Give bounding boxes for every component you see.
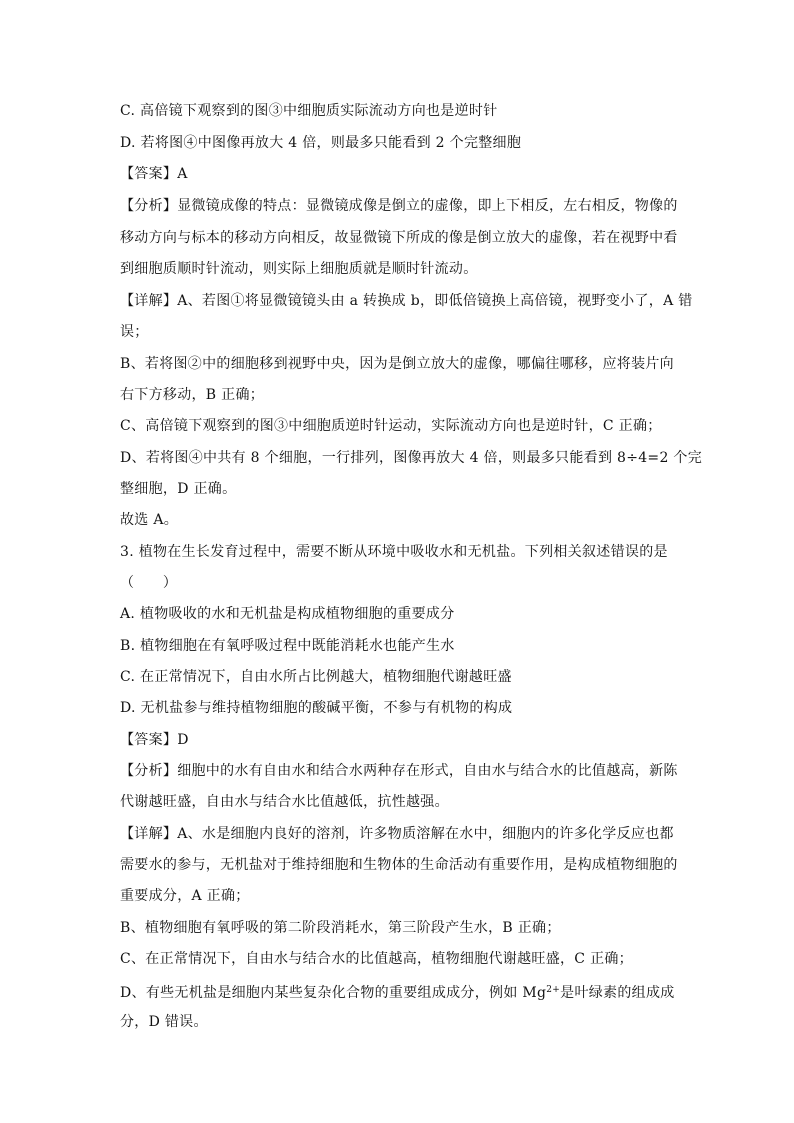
q3-detail-d-end: 分，D 错误。 <box>120 1014 208 1030</box>
q3-blank: （ ） <box>120 575 178 591</box>
q3-analysis-line: 代谢越旺盛，自由水与结合水比值越低，抗性越强。 <box>120 794 449 810</box>
q3-detail-line: 【详解】A、水是细胞内良好的溶剂，许多物质溶解在水中，细胞内的许多化学反应也都 <box>120 826 674 842</box>
q3-detail-line: 重要成分，A 正确； <box>120 888 250 904</box>
q3-detail-d-text-tail: 是叶绿素的组成成 <box>560 985 675 1001</box>
q2-detail-line: 整细胞，D 正确。 <box>120 481 237 497</box>
q2-analysis-line: 到细胞质顺时针流动，则实际上细胞质就是顺时针流动。 <box>120 261 478 277</box>
q2-answer: 【答案】A <box>120 166 188 182</box>
q3-detail-d-line <box>120 980 675 1003</box>
q3-option-c: C. 在正常情况下，自由水所占比例越大，植物细胞代谢越旺盛 <box>120 669 512 685</box>
q3-detail-d-text: D、有些无机盐是细胞内某些复杂化合物的重要组成成分，例如 Mg <box>120 985 547 1001</box>
q3-option-b: B. 植物细胞在有氧呼吸过程中既能消耗水也能产生水 <box>120 638 455 654</box>
q2-analysis-line: 移动方向与标本的移动方向相反，故显微镜下所成的像是倒立放大的虚像，若在视野中看 <box>120 230 678 246</box>
q3-answer: 【答案】D <box>120 732 189 748</box>
q2-detail-line: 【详解】A、若图①将显微镜镜头由 a 转换成 b，即低倍镜换上高倍镜，视野变小了，A 错 <box>120 293 693 309</box>
q3-option-d: D. 无机盐参与维持植物细胞的酸碱平衡，不参与有机物的构成 <box>120 700 513 716</box>
q2-analysis-line: 【分析】显微镜成像的特点：显微镜成像是倒立的虚像，即上下相反，左右相反，物像的 <box>120 198 678 214</box>
q3-analysis-line: 【分析】细胞中的水有自由水和结合水两种存在形式，自由水与结合水的比值越高，新陈 <box>120 763 678 779</box>
q2-detail-line: B、若将图②中的细胞移到视野中央，因为是倒立放大的虚像，哪偏往哪移，应将装片向 <box>120 356 674 372</box>
q3-option-a: A. 植物吸收的水和无机盐是构成植物细胞的重要成分 <box>120 606 455 622</box>
q3-detail-line: 需要水的参与，无机盐对于维持细胞和生物体的生命活动有重要作用，是构成植物细胞的 <box>120 857 678 873</box>
q3-ion-charge: 2+ <box>546 985 561 995</box>
q3-stem: 3. 植物在生长发育过程中，需要不断从环境中吸收水和无机盐。下列相关叙述错误的是 <box>120 544 668 560</box>
q2-detail-line: 右下方移动，B 正确； <box>120 387 265 403</box>
q2-conclusion: 故选 A。 <box>120 512 179 528</box>
q2-option-c: C. 高倍镜下观察到的图③中细胞质实际流动方向也是逆时针 <box>120 103 498 119</box>
q2-detail-line: 误； <box>120 324 149 340</box>
q3-detail-line: C、在正常情况下，自由水与结合水的比值越高，植物细胞代谢越旺盛，C 正确； <box>120 951 633 967</box>
q2-detail-line: D、若将图④中共有 8 个细胞，一行排列，图像再放大 4 倍，则最多只能看到 8÷4=2 个完 <box>120 450 703 466</box>
q3-detail-line: B、植物细胞有氧呼吸的第二阶段消耗水，第三阶段产生水，B 正确； <box>120 920 561 936</box>
q2-detail-line: C、高倍镜下观察到的图③中细胞质逆时针运动，实际流动方向也是逆时针，C 正确； <box>120 418 662 434</box>
q2-option-d: D. 若将图④中图像再放大 4 倍，则最多只能看到 2 个完整细胞 <box>120 135 522 151</box>
